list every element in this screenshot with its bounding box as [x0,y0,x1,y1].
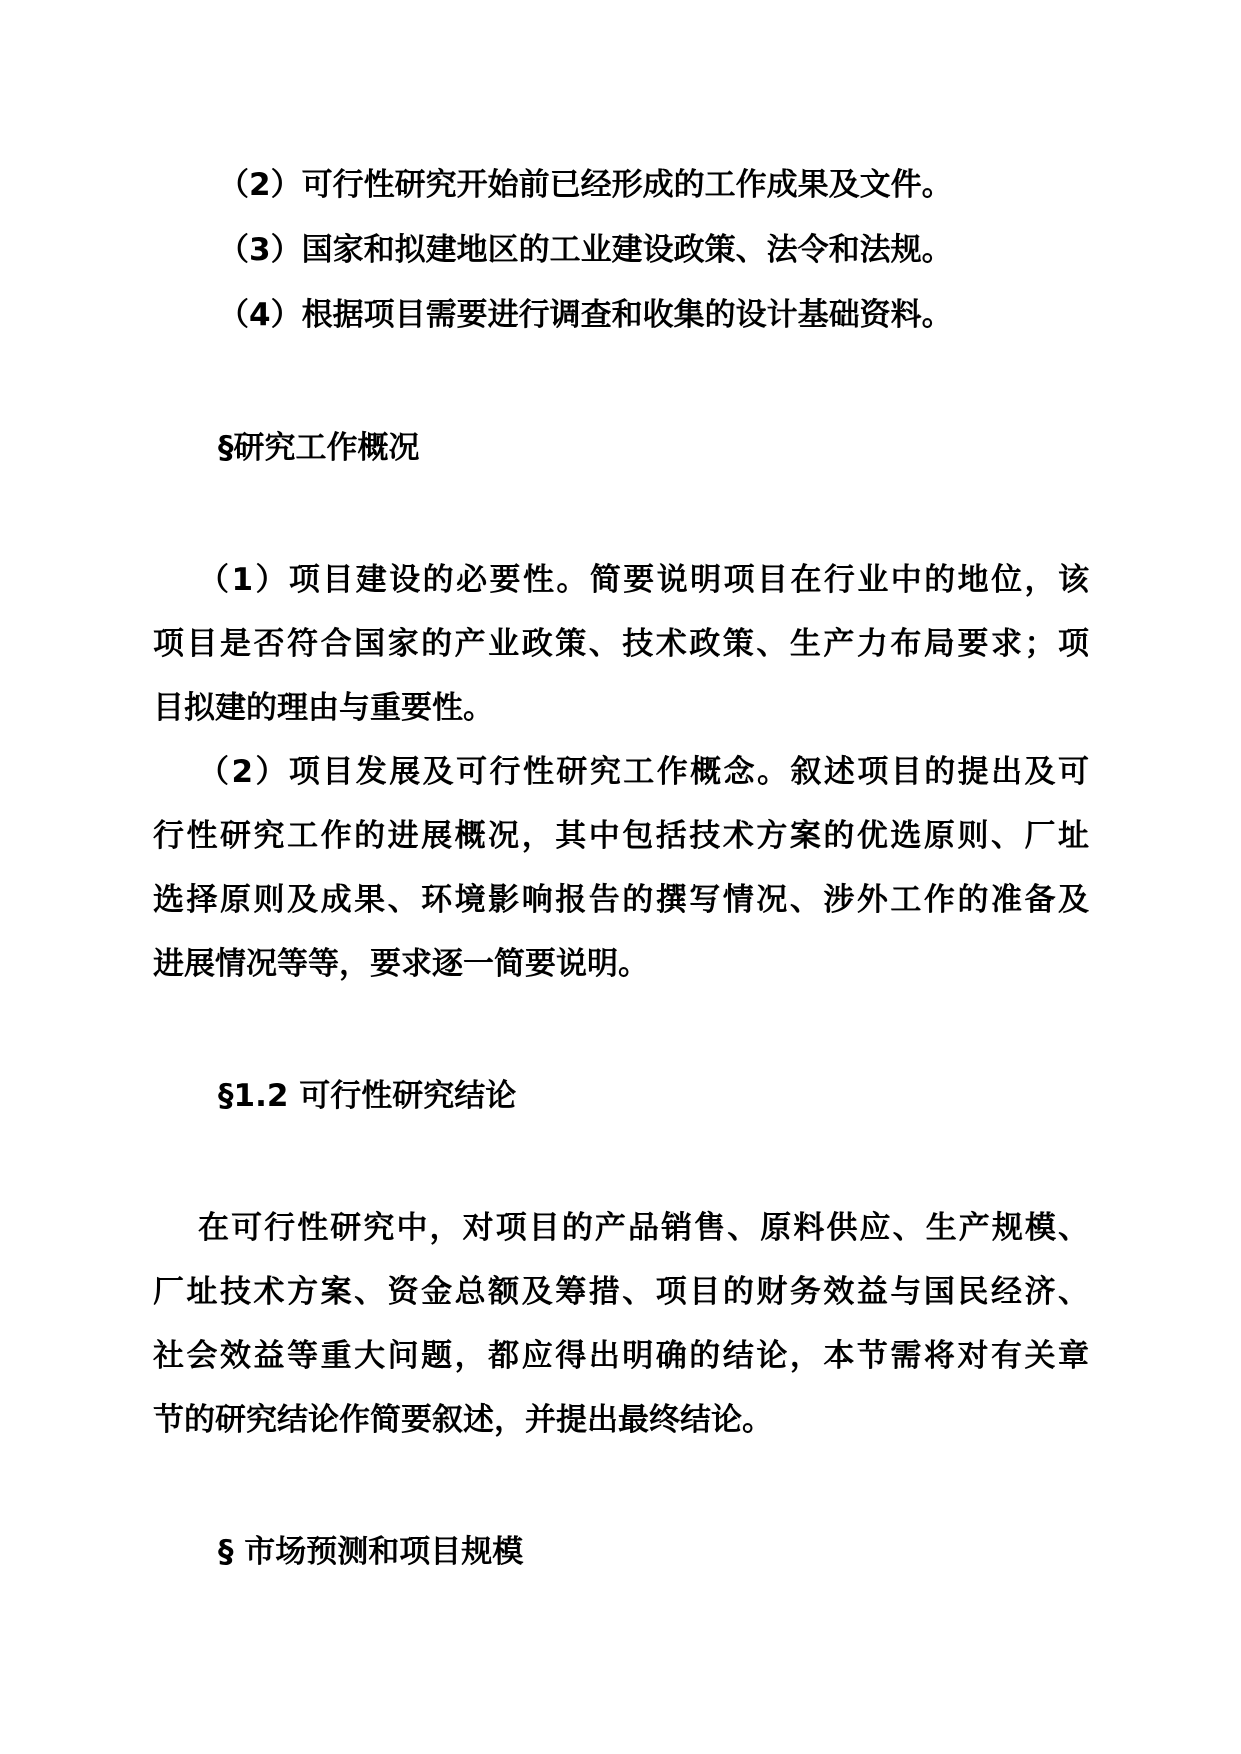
paragraph-line: 进展情况等等，要求逐一简要说明。 [153,946,649,982]
list-item: （3）国家和拟建地区的工业建设政策、法令和法规。 [218,232,953,268]
paragraph-line: 节的研究结论作简要叙述，并提出最终结论。 [153,1402,773,1438]
paragraph-line: 在可行性研究中，对项目的产品销售、原料供应、生产规模、 [198,1210,1089,1246]
list-item: （2）可行性研究开始前已经形成的工作成果及文件。 [218,167,953,203]
paragraph-line: （1）项目建设的必要性。简要说明项目在行业中的地位，该 [198,562,1089,598]
section-heading: §1.2 可行性研究结论 [218,1078,517,1114]
section-heading: §研究工作概况 [218,430,420,466]
list-item: （4）根据项目需要进行调查和收集的设计基础资料。 [218,297,953,333]
paragraph-line: 目拟建的理由与重要性。 [153,690,494,726]
paragraph-line: 行性研究工作的进展概况，其中包括技术方案的优选原则、厂址 [153,818,1089,854]
paragraph-line: 社会效益等重大问题，都应得出明确的结论，本节需将对有关章 [153,1338,1089,1374]
section-heading: § 市场预测和项目规模 [218,1534,524,1570]
paragraph-line: 选择原则及成果、环境影响报告的撰写情况、涉外工作的准备及 [153,882,1089,918]
paragraph-line: 项目是否符合国家的产业政策、技术政策、生产力布局要求；项 [153,626,1089,662]
paragraph-line: （2）项目发展及可行性研究工作概念。叙述项目的提出及可 [198,754,1089,790]
paragraph-line: 厂址技术方案、资金总额及筹措、项目的财务效益与国民经济、 [153,1274,1089,1310]
